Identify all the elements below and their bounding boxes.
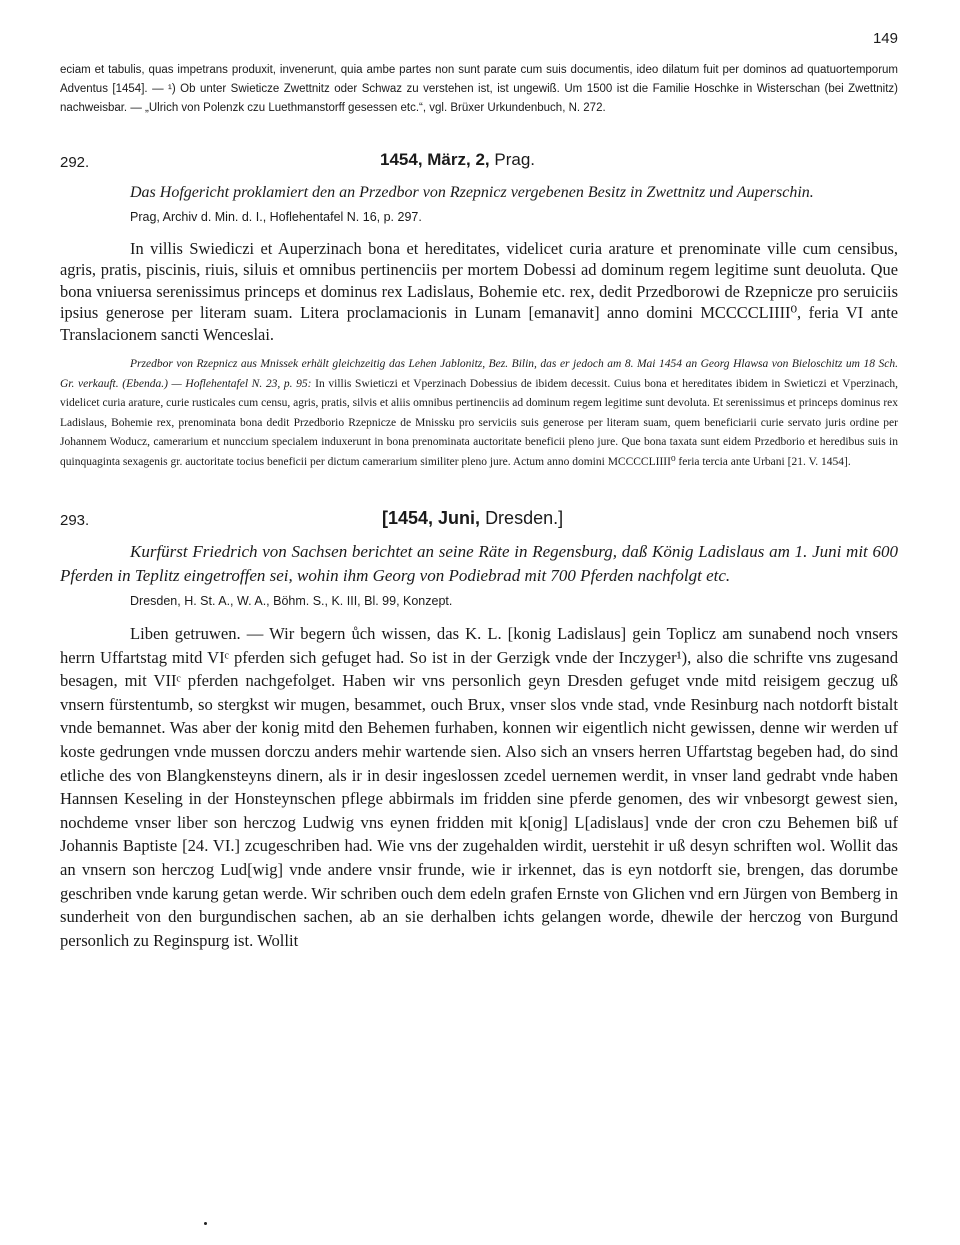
entry-text: In villis Swiediczi et Auperzinach bona et hereditates, videlicet curia arature et prenominate ville cum censibus, agris, pratis, piscinis, riuis, siluis et omnibus pertinenciis per mortem Dobessi ad dominum regem legitime sunt deuoluta. Que bona vniuersa serenissimus princeps et dominus rex Ladislaus, Bohemie etc. rex, dedit Przedborowi de Rzepnicze pro seruiciis ipsius generose per literam suam. Litera proclamacionis in Lunam [emanavit] anno domini MCCCCLIIII⁰, feria VI ante Translacionem sancti Wenceslai. (60, 239, 898, 344)
note-italic: Przedbor von Rzepnicz aus Mnissek erhält gleichzeitig das Lehen Jablonitz, Bez. Bilin, das er jedoch am 8. Mai 1454 an Georg Hlawsa von Bieloschitz um 18 Sch. Gr. verkauft. (Ebenda.) — Hoflehentafel N. 23, p. 95: (60, 358, 898, 390)
top-footnote: eciam et tabulis, quas impetrans produxit, invenerunt, quia ambe partes non sunt parate cum suis documentis, ideo dilatum fuit per dominos ad quatuortemporum Adventus [1454]. — ¹) Ob unter Swieticze Zwettnitz oder Schwaz zu verstehen ist, ist ungewiß. Um 1500 ist die Familie Hoschke in Wisterschan (bei Zwettnitz) nachweisbar. — „Ulrich von Polenzk czu Luethmanstorff gesessen etc.“, vgl. Brüxer Urkundenbuch, N. 272. (60, 64, 898, 114)
entry-source: Dresden, H. St. A., W. A., Böhm. S., K. III, Bl. 99, Konzept. (130, 594, 453, 609)
entry-place: Prag. (494, 150, 535, 169)
entry-regest: Kurfürst Friedrich von Sachsen berichtet an seine Räte in Regensburg, daß König Ladislaus am 1. Juni mit 600 Pferden in Teplitz eingetroffen sei, wohin ihm Georg von Podiebrad mit 700 Pferden nachfolgt etc. (60, 542, 898, 586)
entry-292 (60, 150, 898, 472)
entry-292-header (60, 150, 898, 174)
entry-note (60, 355, 898, 472)
entry-regest: Das Hofgericht proklamiert den an Przedbor von Rzepnicz vergebenen Besitz in Zwettnitz und Auperschin. (130, 184, 814, 201)
entry-date: [1454, Juni, Dresden.] (382, 508, 564, 529)
entry-date: 1454, März, 2, Prag. (380, 150, 535, 169)
entry-293-header (60, 508, 898, 532)
document-page (60, 30, 898, 952)
entry-number: 293. (60, 512, 90, 530)
entry-293 (60, 508, 898, 952)
entry-source: Prag, Archiv d. Min. d. I., Hoflehentafel N. 16, p. 297. (130, 210, 422, 224)
note-text: In villis Swieticzi et Vperzinach Dobessius de ibidem decessit. Cuius bona et hereditates ibidem in Swieticzi et Vperzinach, videlicet curia arature, curie rusticales cum censu, agris, pratis, silvis et aliis omnibus pertinenciis ad dominum regem legitime sunt devoluta. Et serenissimus et princeps dominus rex Ladislaus, Bohemie rex, prenominata bona dedit Przedborio Rzepnicze de Mnissku pro serviciis suis generose per literam suam, quem beneficiarii curie servato juris ordine per Johannem Woducz, camerarium et nunccium specialem induxerunt in bona prenominata auctoritate beneficii pleno jure. Que bona taxata sunt eidem Przedborio et heredibus suis in quinquaginta sexagenis gr. auctoritate tocius beneficii per dictum camerarium similiter pleno jure. Actum anno domini MCCCCLIIII⁰ feria tercia ante Urbani [21. V. 1454]. (60, 377, 899, 468)
entry-text: Liben getruwen. — Wir begern ůch wissen, das K. L. [konig Ladislaus] gein Toplicz am sunabend noch vnsers herrn Uffartstag mitd VIᶜ pferden sich gefuget had. So ist in der Gerzigk vnde der Inczyger¹), also die schrifte vns zugesand besagen, mit VIIᶜ pferden nachgefolget. Haben wir vns personlich geyn Dresden gefuget vnde mitd reisigem geczug uß vnsern fürstentumb, so stergkst wir mugen, besammet, ouch Brux, vnser slos vnde stad, vnde Resinburg nach notdorft bistalt vnde bemannet. Was aber der konig mitd den Behemen furhaben, konnen wir eigentlich nicht gewissen, denne wir werden uf koste gedrungen vnde mussen dorczu anders mehir wartende sien. Also sich an vnsers herren Uffartstag begeben had, do sind etliche des von Blangkensteyns dinern, als ir in desir ingeslossen zcedel uernemen werdit, in vnser land gedrabt vnde haben Hannsen Keseling in der Honsteynschen pflege abbirmals im fridden sine pferde genomen, des wir vnbesorgt gewest sien, nochdeme vnser liber son herczog Ludwig vns eynen fridden mit k[onig] L[adislaus] vnde der cron czu Behemen biß uf Johannis Baptiste [24. VI.] zcugeschriben had. Wie vns der zugehalden wirdit, uerstehit ir uß desyn schriften wol. Wollit das an vnsern son herczog Lud[wig] vnde andere vnsir frunde, wie ir irkennet, das is eyn notdorft sie, brengen, das dorumbe geschriben vnde karung getan werde. Wir schriben ouch dem edeln grafen Ernste von Glichen vnd ern Jürgen von Bemberg in sunderheit von den burgundischen sachen, ab an sie derhalben ichts gelangen worde, dhewile der herczog von Burgund personlich zu Reginspurg ist. Wollit (60, 624, 898, 950)
page-number: 149 (872, 30, 898, 47)
print-speck (204, 1222, 207, 1225)
entry-number: 292. (60, 154, 90, 171)
entry-place: Dresden.] (485, 508, 564, 529)
